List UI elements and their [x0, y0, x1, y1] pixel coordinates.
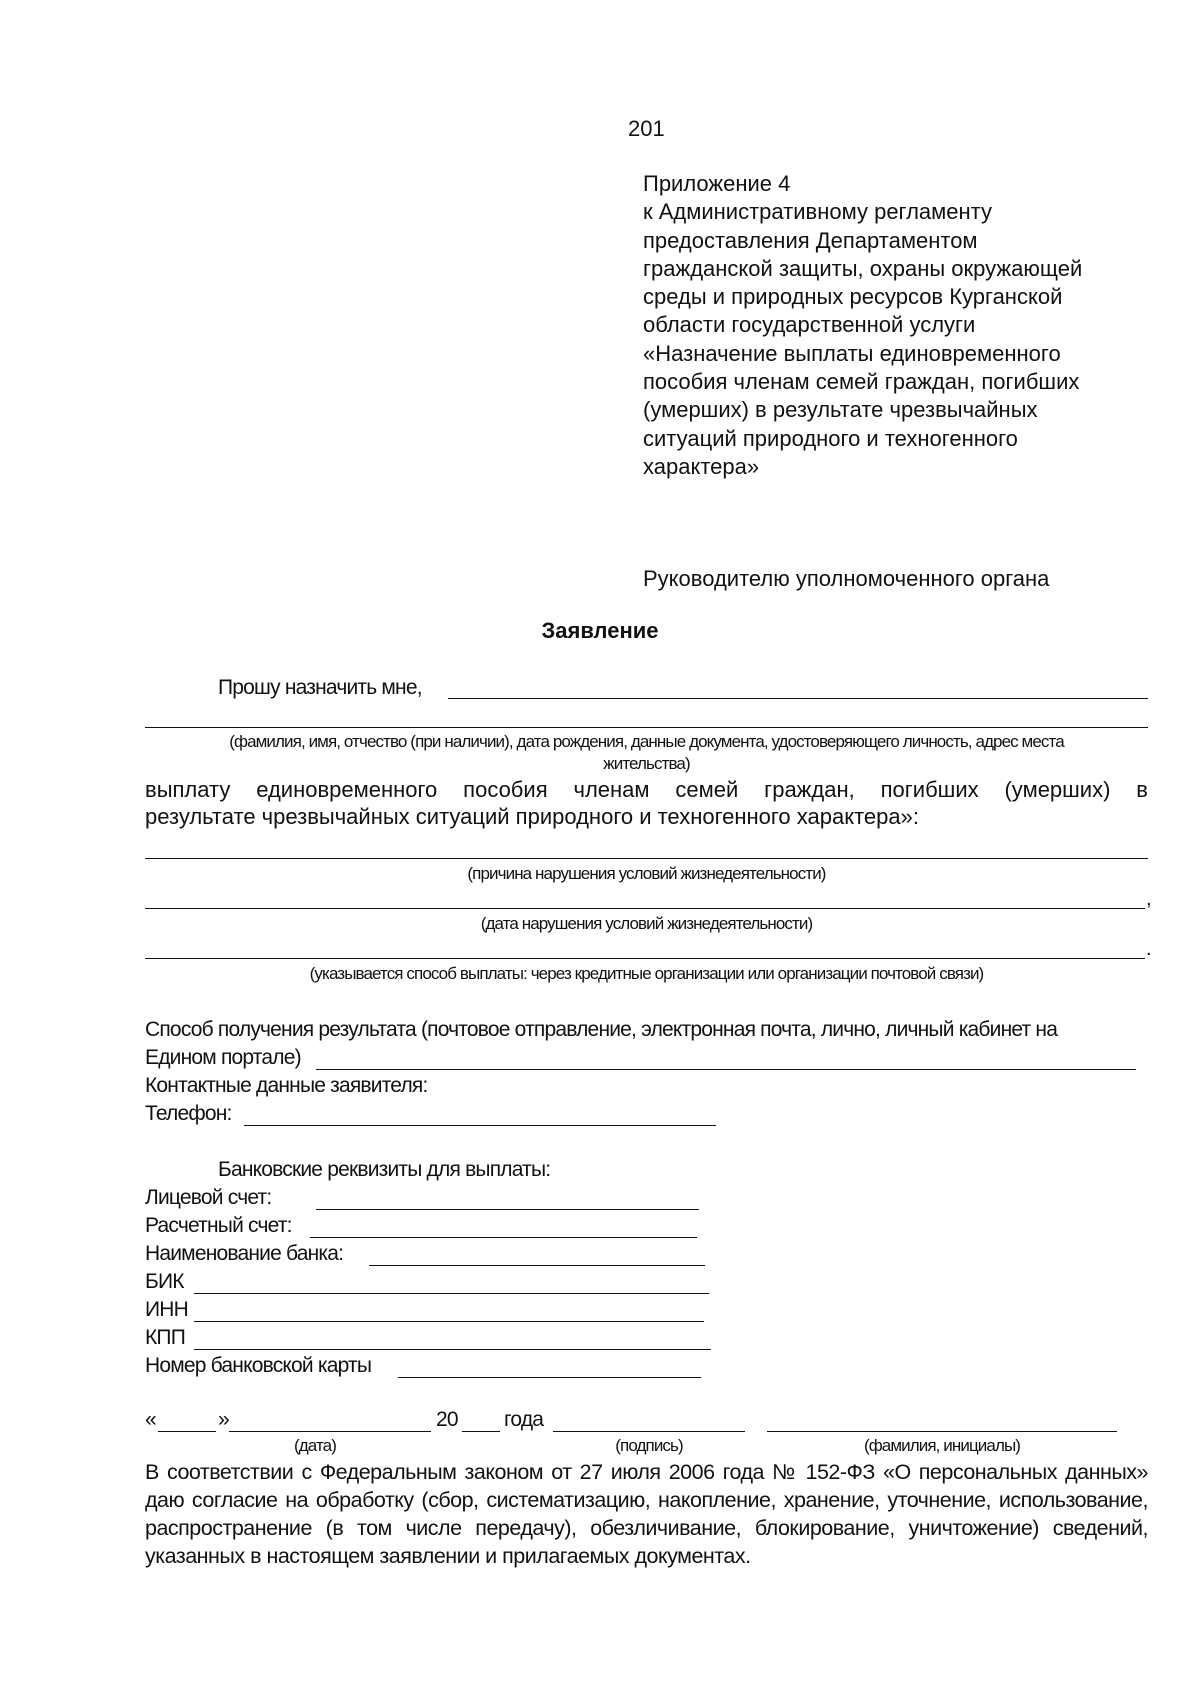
bik-label: БИК	[145, 1270, 184, 1293]
result-method-field[interactable]	[316, 1069, 1136, 1070]
phone-label: Телефон:	[145, 1102, 232, 1125]
event-date-field[interactable]	[145, 908, 1145, 909]
settlement-account-field[interactable]	[310, 1237, 697, 1238]
name-initials-caption: (фамилия, инициалы)	[863, 1436, 1021, 1455]
phone-field[interactable]	[244, 1125, 716, 1126]
appendix-line: (умерших) в результате чрезвычайных	[643, 397, 1038, 423]
quote-open: «	[145, 1408, 156, 1431]
page-number: 201	[628, 116, 665, 141]
date-caption: (дата)	[294, 1436, 336, 1455]
settlement-account-label: Расчетный счет:	[145, 1214, 292, 1237]
reason-field[interactable]	[145, 858, 1148, 859]
quote-close: »	[218, 1408, 229, 1431]
appendix-line: характера»	[643, 453, 760, 479]
applicant-caption: (фамилия, имя, отчество (при наличии), дата рождения, данные документа, удостоверяющего личность, адрес места	[229, 732, 1064, 751]
year-prefix: 20	[436, 1408, 458, 1431]
personal-account-label: Лицевой счет:	[145, 1186, 272, 1209]
appendix-line: пособия членам семей граждан, погибших	[643, 369, 1080, 395]
appendix-line: ситуаций природного и техногенного	[643, 425, 1018, 451]
appendix-line: гражданской защиты, охраны окружающей	[643, 255, 1083, 281]
addressee: Руководителю уполномоченного органа	[643, 566, 1050, 591]
year-field[interactable]	[462, 1431, 500, 1432]
name-initials-field[interactable]	[767, 1431, 1117, 1432]
month-field[interactable]	[229, 1431, 431, 1432]
request-intro: Прошу назначить мне,	[218, 676, 422, 699]
bik-field[interactable]	[194, 1293, 709, 1294]
payment-method-field[interactable]	[145, 958, 1145, 959]
kpp-label: КПП	[145, 1326, 186, 1349]
bank-heading: Банковские реквизиты для выплаты:	[218, 1158, 551, 1181]
card-number-label: Номер банковской карты	[145, 1354, 372, 1377]
contacts-label: Контактные данные заявителя:	[145, 1074, 428, 1097]
applicant-name-field[interactable]	[448, 698, 1148, 699]
result-method-label: Способ получения результата (почтовое отправление, электронная почта, лично, личный кабинет на	[145, 1018, 1058, 1041]
appendix-block	[643, 170, 1163, 481]
appendix-line: Приложение 4	[643, 171, 791, 196]
period: .	[1146, 938, 1152, 960]
appendix-line: к Административному регламенту	[643, 199, 993, 225]
reason-caption: (причина нарушения условий жизнедеятельности)	[467, 864, 826, 883]
signature-caption: (подпись)	[615, 1436, 683, 1455]
card-number-field[interactable]	[398, 1377, 701, 1378]
year-suffix: года	[504, 1408, 544, 1431]
appendix-line: «Назначение выплаты единовременного	[643, 340, 1061, 366]
document-title: Заявление	[541, 618, 659, 643]
bank-name-field[interactable]	[369, 1265, 705, 1266]
signature-field[interactable]	[553, 1431, 745, 1432]
comma: ,	[1146, 888, 1152, 910]
inn-label: ИНН	[145, 1298, 189, 1321]
result-method-label-cont: Едином портале)	[145, 1046, 301, 1069]
request-body-line: результате чрезвычайных ситуаций природного и техногенного характера»:	[145, 804, 919, 829]
consent-text: В соответствии с Федеральным законом от 27 июля 2006 года № 152-ФЗ «О персональных данных» даю согласие на обработку (сбор, систематизацию, накопление, хранение, уточнение, использование, распространение (в том числе передачу), обезличивание, блокирование, уничтожение) сведений, указанных в настоящем заявлении и прилагаемых документах.	[145, 1460, 1148, 1568]
personal-account-field[interactable]	[316, 1209, 699, 1210]
event-date-caption: (дата нарушения условий жизнедеятельности)	[480, 914, 813, 933]
kpp-field[interactable]	[194, 1349, 711, 1350]
applicant-caption-cont: жительства)	[603, 754, 690, 773]
payment-method-caption: (указывается способ выплаты: через кредитные организации или организации почтовой связи)	[309, 964, 984, 983]
applicant-details-field[interactable]	[145, 727, 1148, 728]
request-body-line: выплату единовременного пособия членам семей граждан, погибших (умерших) в	[145, 777, 1148, 802]
appendix-line: среды и природных ресурсов Курганской	[643, 284, 1063, 310]
appendix-line: области государственной услуги	[643, 312, 976, 338]
appendix-line: предоставления Департаментом	[643, 227, 978, 253]
inn-field[interactable]	[194, 1321, 704, 1322]
day-field[interactable]	[158, 1431, 216, 1432]
bank-name-label: Наименование банка:	[145, 1242, 344, 1265]
